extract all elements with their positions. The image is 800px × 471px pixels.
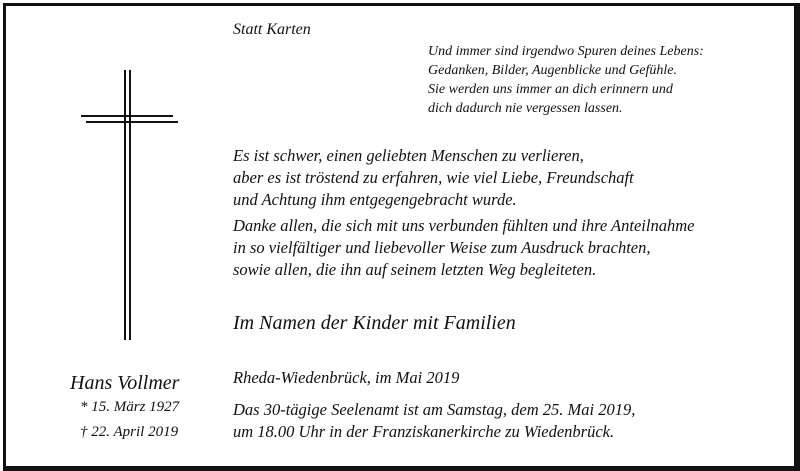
- cross-horizontal-line-bottom: [86, 121, 178, 123]
- paragraph-line: Es ist schwer, einen geliebten Menschen zu verlieren,: [233, 146, 584, 165]
- family-signature: Im Namen der Kinder mit Familien: [233, 312, 516, 334]
- paragraph-line: sowie allen, die ihn auf seinem letzten Weg begleiteten.: [233, 260, 597, 279]
- place-date: Rheda-Wiedenbrück, im Mai 2019: [233, 368, 460, 387]
- thanks-paragraph: [233, 215, 694, 281]
- cross-horizontal-line-top: [81, 115, 173, 117]
- cross-vertical-line-right: [129, 70, 131, 340]
- memorial-service-info: [233, 399, 635, 443]
- poem-line: Und immer sind irgendwo Spuren deines Lebens:: [428, 44, 704, 59]
- paragraph-line: aber es ist tröstend zu erfahren, wie viel Liebe, Freundschaft: [233, 168, 634, 187]
- poem-line: Gedanken, Bilder, Augenblicke und Gefühle.: [428, 63, 677, 78]
- service-line: um 18.00 Uhr in der Franziskanerkirche zu Wiedenbrück.: [233, 422, 615, 441]
- service-line: Das 30-tägige Seelenamt ist am Samstag, dem 25. Mai 2019,: [233, 400, 636, 419]
- poem-line: Sie werden uns immer an dich erinnern und: [428, 82, 673, 97]
- birth-date: * 15. März 1927: [80, 399, 180, 415]
- cross-icon: [76, 70, 186, 340]
- poem: [428, 42, 704, 118]
- cross-vertical-line-left: [124, 70, 126, 340]
- poem-line: dich dadurch nie vergessen lassen.: [428, 101, 623, 116]
- paragraph-line: und Achtung ihm entgegengebracht wurde.: [233, 190, 517, 209]
- condolence-paragraph: [233, 145, 634, 211]
- paragraph-line: in so vielfältiger und liebevoller Weise zum Ausdruck brachten,: [233, 238, 651, 257]
- death-date: † 22. April 2019: [80, 424, 179, 440]
- paragraph-line: Danke allen, die sich mit uns verbunden fühlten und ihre Anteilnahme: [233, 216, 695, 235]
- deceased-name: Hans Vollmer: [70, 372, 180, 394]
- notice-header: Statt Karten: [233, 21, 311, 38]
